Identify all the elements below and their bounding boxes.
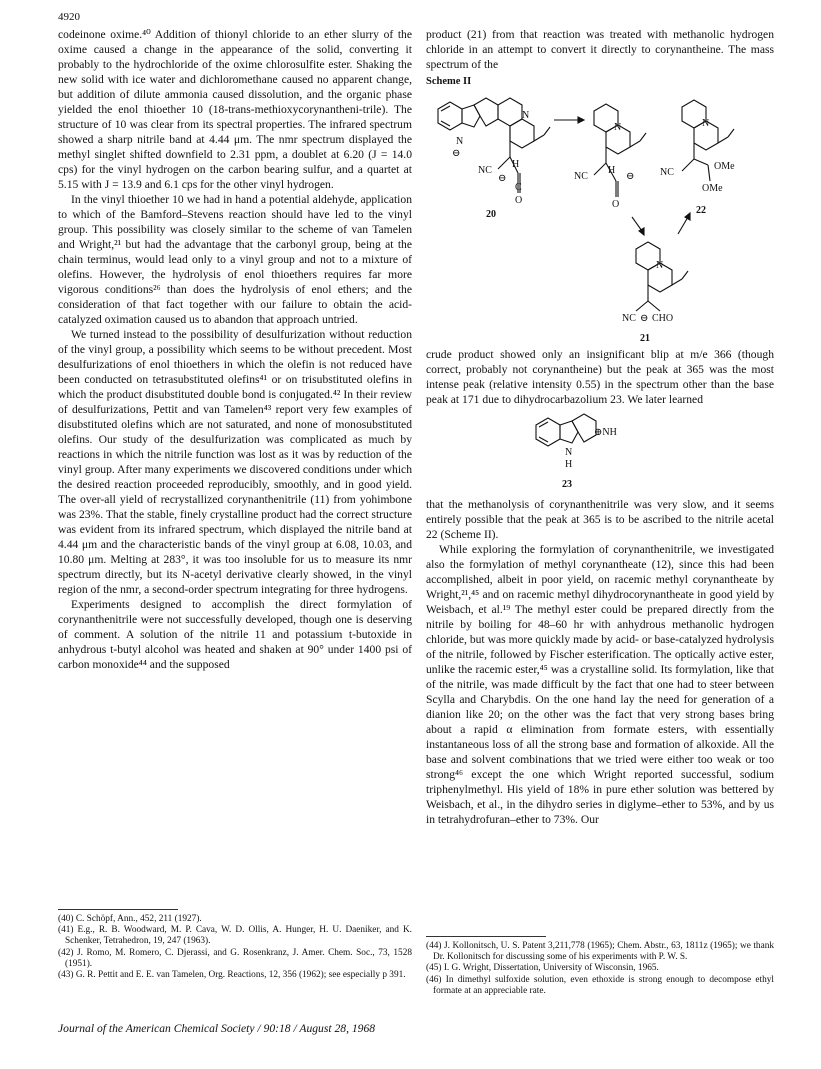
- paragraph: Experiments designed to accomplish the direct formylation of corynanthenitrile were not successfully developed, though one is deserving of comment. A solution of the nitrile 11 and potassium t-butoxide in anhydrous t-butyl alcohol was heated and shaken at 90° under 1400 psi of carbon monoxide⁴⁴ and the supposed: [58, 598, 412, 671]
- scheme-label-n: N: [456, 136, 464, 147]
- paragraph: We turned instead to the possibility of desulfurization without reduction of the vinyl group, a possibility which seems to be without precedent. Most desulfurizations of enol thioethers in which the olefin is not reduced have been conducted on tetrasubstituted olefins⁴¹ or on trisubstituted olefins in which the product disubstituted double bond is conjugated.⁴² In their review of desulfurizations, Pettit and van Tamelen⁴³ report very few examples of disubstituted olefins which are not saturated, and none of monosubstituted olefins. Our study of the desulfurization was complicated as much by reactions in which the nitrile function was lost as it was by reduction of the vinyl group. After many experiments we discovered conditions under which the desired reaction proceeded reproducibly, smoothly, and in good yield. The over-all yield of recrystallized corynanthenitrile (11) from yohimbone was 23%. That the stable, finely crystalline product had the correct structure was evident from its infrared spectrum, which displayed the nitrile band at 4.44 μm and the characteristic bands of the vinyl group at 6.08, 10.03, and 10.80 μm. Melting at 283°, it was too insoluble for us to measure its nmr spectrum directly, but its N-acetyl derivative clearly showed, in the vinyl region of the nmr, a second-order spectrum integrating for three hydrogens.: [58, 328, 412, 596]
- compound-number: 20: [486, 209, 496, 220]
- scheme-label-n: N: [614, 122, 622, 133]
- footnote: (43) G. R. Pettit and E. E. van Tamelen, Org. Reactions, 12, 356 (1962); see especially p 391.: [58, 970, 406, 981]
- scheme-label: Scheme II: [426, 76, 472, 87]
- compound-23-drawing: [426, 407, 774, 497]
- scheme-label-n: N: [565, 447, 573, 458]
- footnote: (46) In dimethyl sulfoxide solution, even ethoxide is strong enough to decompose ethyl formate at an appreciable rate.: [426, 974, 774, 996]
- scheme-label-n: N: [522, 110, 530, 121]
- paragraph: that the methanolysis of corynanthenitrile was very slow, and it seems entirely possible that the peak at 365 is to be ascribed to the nitrile acetal 22 (Scheme II).: [426, 498, 774, 541]
- scheme-label-nc: NC: [660, 167, 674, 178]
- scheme-label-nc: NC: [478, 165, 492, 176]
- scheme-label-c: C: [515, 182, 522, 193]
- scheme-label-o: O: [612, 199, 620, 210]
- scheme-label-nc: NC: [574, 171, 588, 182]
- paragraph: While exploring the formylation of corynanthenitrile, we investigated also the formylation of methyl corynantheate (12), since this had been accomplished, albeit in poor yield, on racemic methyl corynantheate by Wright,²¹,⁴⁵ and on racemic methyl dihydrocorynantheate in good yield by Weisbach, et al.¹⁹ The methyl ester could be prepared directly from the nitrile by boiling for 48–60 hr with anhydrous methanolic hydrogen chloride, but was more quickly made by acid- or base-catalyzed hydrolysis of the nitrile, followed by Fischer esterification. The optically active ester, unlike the racemic ester,⁴⁵ was a crystalline solid. Its formylation, like that of the nitrile, was made difficult by the fact that one had to steer between Scylla and Charybdis. On the one hand lay the need for generation of a dianion like 20; on the other was the fact that very strong bases bring about a rapid α elimination from formate esters, with essentially instantaneous loss of all the strong base and formation of alkoxide. All the base and solvent combinations that we tried were either too weak or too strong⁴⁶ except the one which Wright reported successful, sodium triphenylmethyl. His yield of 18% in pure ether solution was bettered by Weisbach, et al., in the dihydro series in diglyme–ether to 53%, and by us in tetrahydrofuran–ether to 73%. Our: [426, 543, 774, 826]
- journal-footer: Journal of the American Chemical Society / 90:18 / August 28, 1968: [58, 1022, 376, 1035]
- right-footnotes: [426, 941, 774, 997]
- scheme-ii-figure: [426, 89, 774, 347]
- compound-number: 23: [562, 479, 572, 490]
- scheme-label-minus: ⊖: [498, 173, 507, 184]
- paragraph: product (21) from that reaction was treated with methanolic hydrogen chloride in an attempt to convert it directly to corynantheine. The mass spectrum of the: [426, 28, 774, 71]
- footnote: (45) I. G. Wright, Dissertation, University of Wisconsin, 1965.: [426, 963, 659, 974]
- footnote: (42) J. Romo, M. Romero, C. Djerassi, and G. Rosenkranz, J. Amer. Chem. Soc., 73, 1528 (1951).: [58, 947, 412, 969]
- scheme-label-o: O: [515, 195, 523, 206]
- scheme-label-cho: CHO: [652, 313, 674, 324]
- paragraph: codeinone oxime.⁴⁰ Addition of thionyl chloride to an ether slurry of the oxime caused a change in the appearance of the solid, converting it probably to the hydrochloride of the oxime chlorosulfite ester. Shaking the new solid with ice water and dichloromethane caused no apparent change, but addition of dilute ammonia caused dissolution, and the organic phase yielded the enol thioether 10 (18-trans-methioxycorynantheni-trile). The structure of 10 was clear from its spectral properties. The infrared spectrum showed a sharp nitrile band at 4.44 μm. The nmr spectrum displayed the methyl singlet shifted downfield to 2.31 ppm, a doublet at 6.20 (J = 14.0 cps) for the vinyl hydrogen on the carbon bearing sulfur, and a quartet at 5.15 with J = 13.9 and 6.1 cps for the other vinyl hydrogen.: [58, 28, 412, 191]
- compound-23-figure: [426, 407, 774, 497]
- paragraph: In the vinyl thioether 10 we had in hand a potential aldehyde, application to which of the Bamford–Stevens reaction should have led to the vinyl group. This possibility was closely similar to the scheme of van Tamelen and Wright,²¹ but had the advantage that the carbonyl group, being at the chain terminus, would lead only to a vinyl group and not to a mixture of olefins. However, the hydrolysis of enol thioethers requires far more vigorous conditions²⁶ than does the hydrolysis of enol ethers; and the consideration of that fact together with our failure to obtain the acid-catalyzed oximation caused us to abandon that approach untried.: [58, 193, 412, 326]
- page-number: 4920: [58, 11, 80, 23]
- left-column: [58, 27, 412, 672]
- footnote: (41) E.g., R. B. Woodward, M. P. Cava, W. D. Ollis, A. Hunger, H. U. Daeniker, and K. Schenker, Tetrahedron, 19, 247 (1963).: [58, 925, 412, 947]
- scheme-label-h: H: [565, 459, 573, 470]
- footnote: (40) C. Schöpf, Ann., 452, 211 (1927).: [58, 914, 202, 924]
- scheme-label-nc: NC: [622, 313, 636, 324]
- footnote: (44) J. Kollonitsch, U. S. Patent 3,211,778 (1965); Chem. Abstr., 63, 1811z (1965); we thank Dr. Kollonitsch for discussing some of his experiments with P. W. S.: [426, 941, 774, 963]
- scheme-label-h: H: [608, 165, 616, 176]
- scheme-label-ome: OMe: [714, 161, 735, 172]
- left-footnotes: [58, 914, 412, 981]
- scheme-label-minus: ⊖: [626, 171, 635, 182]
- right-column: [426, 27, 774, 827]
- scheme-label-minus: ⊖: [452, 148, 461, 159]
- paragraph: crude product showed only an insignificant blip at m/e 366 (though correct, probably not corynantheine) but the peak at 365 was the most intense peak (relative intensity 0.55) in the spectrum other than the base peak at 171 due to dihydrocarbazolium 23. We later learned: [426, 348, 774, 406]
- footnote-rule: [58, 909, 178, 910]
- scheme-label-minus: ⊖: [640, 313, 649, 324]
- compound-number: 21: [640, 333, 650, 344]
- scheme-label-n: N: [702, 118, 710, 129]
- compound-number: 22: [696, 205, 706, 216]
- scheme-label-n: N: [656, 260, 664, 271]
- scheme-ii-drawing: [426, 89, 774, 347]
- footnote-rule: [426, 936, 546, 937]
- scheme-label-ome: OMe: [702, 183, 723, 194]
- scheme-label-h: H: [512, 159, 520, 170]
- scheme-label-nh-plus: ⊕NH: [594, 427, 617, 438]
